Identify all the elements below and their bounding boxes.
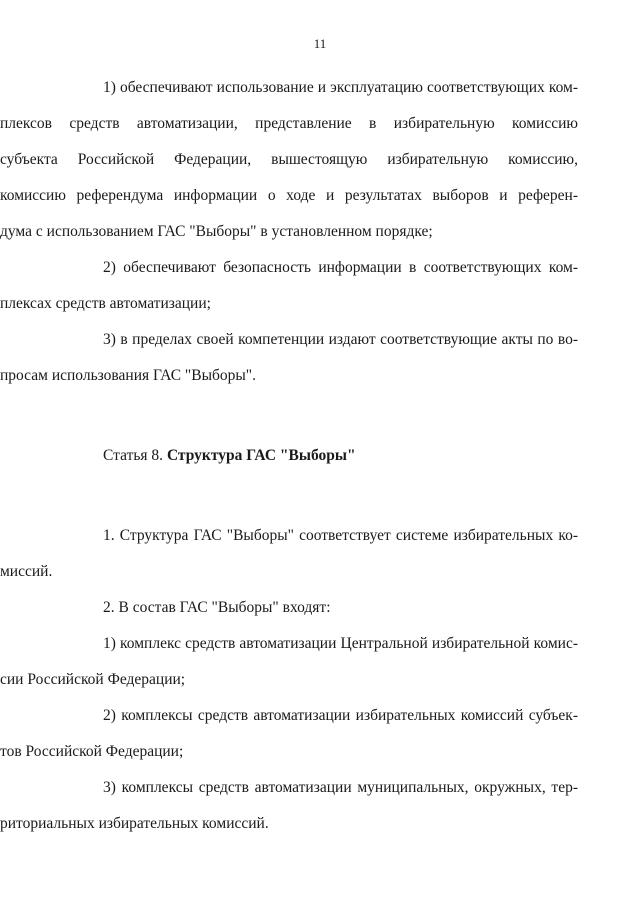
paragraph-line: 3) комплексы средств автоматизации муниципальных, окружных, тер-	[103, 779, 578, 796]
document-body	[0, 70, 578, 842]
paragraph-line: 2. В состав ГАС "Выборы" входят:	[103, 599, 331, 616]
paragraph-line: комиссию референдума информации о ходе и результатах выборов и референ-	[0, 187, 578, 204]
article-heading	[103, 438, 578, 474]
paragraph-line: субъекта Российской Федерации, вышестоящую избирательную комиссию,	[0, 151, 578, 168]
paragraph-line: 2) обеспечивают безопасность информации в соответствующих ком-	[103, 259, 578, 276]
paragraph-line: сии Российской Федерации;	[0, 671, 186, 688]
page-number: 11	[313, 36, 327, 51]
paragraph-line: просам использования ГАС "Выборы".	[0, 367, 256, 384]
paragraph-line: 2) комплексы средств автоматизации избирательных комиссий субъек-	[103, 707, 578, 724]
article-prefix: Статья 8.	[103, 447, 164, 464]
paragraph-line: дума с использованием ГАС "Выборы" в установленном порядке;	[0, 223, 433, 240]
paragraph-line: 1) комплекс средств автоматизации Центральной избирательной комис-	[103, 635, 578, 652]
paragraph-line: риториальных избирательных комиссий.	[0, 815, 269, 832]
paragraph-line: миссий.	[0, 563, 53, 580]
paragraph-line: 1. Структура ГАС "Выборы" соответствует системе избирательных ко-	[103, 527, 578, 544]
paragraph-line: плексов средств автоматизации, представление в избирательную комиссию	[0, 115, 578, 132]
paragraph-line: тов Российской Федерации;	[0, 743, 184, 760]
article-title: Структура ГАС "Выборы"	[166, 447, 356, 464]
paragraph-line: плексах средств автоматизации;	[0, 295, 211, 312]
paragraph-line: 1) обеспечивают использование и эксплуатацию соответствующих ком-	[103, 79, 578, 96]
paragraph-line: 3) в пределах своей компетенции издают соответствующие акты по во-	[103, 331, 578, 348]
